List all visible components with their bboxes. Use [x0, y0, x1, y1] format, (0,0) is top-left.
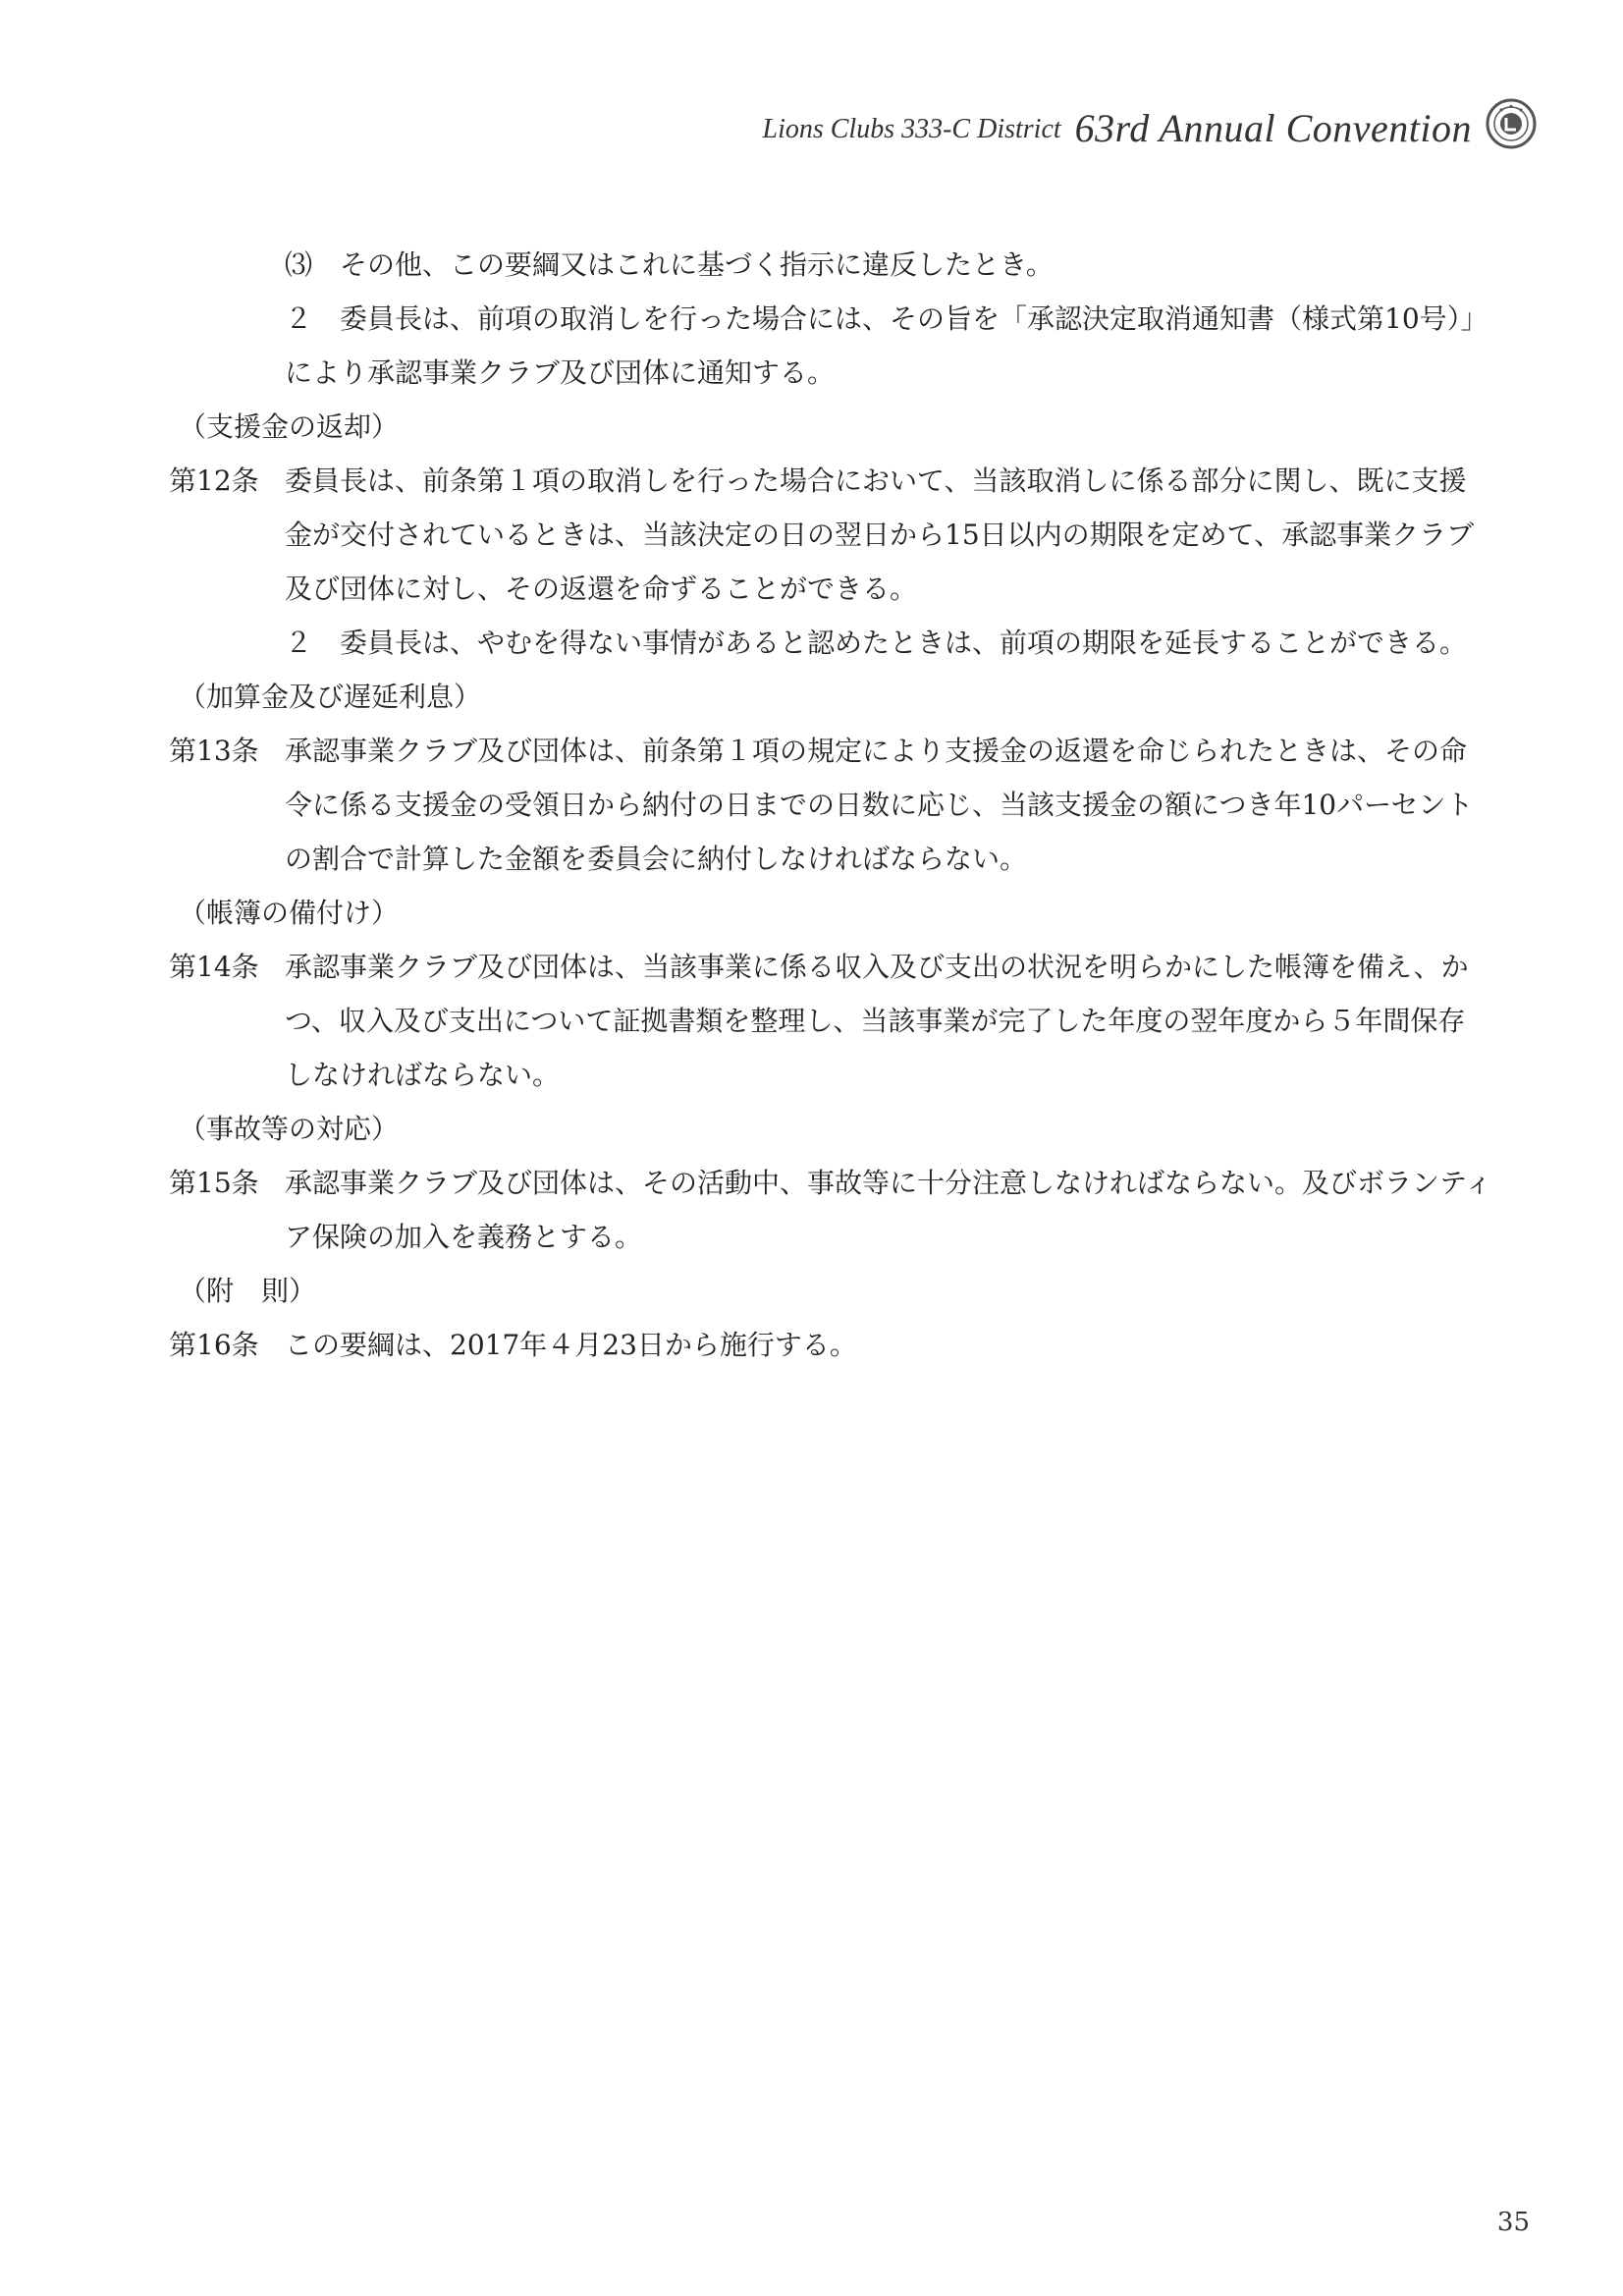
heading-article-14: （帳簿の備付け） [179, 897, 400, 929]
article-14-line-2: つ、収入及び支出について証拠書類を整理し、当該事業が完了した年度の翌年度から５年間保存 [285, 1005, 1466, 1037]
article-12-line-3: 及び団体に対し、その返還を命ずることができる。 [285, 573, 918, 605]
heading-article-13: （加算金及び遅延利息） [179, 681, 482, 713]
article-13 [169, 724, 1485, 778]
article-14-line-1: 承認事業クラブ及び団体は、当該事業に係る収入及び支出の状況を明らかにした帳簿を備え、か [285, 951, 1469, 983]
heading-article-15: （事故等の対応） [179, 1113, 400, 1145]
article-14-line-3: しなければならない。 [285, 1059, 561, 1091]
article-13-line-2: 令に係る支援金の受領日から納付の日までの日数に応じ、当該支援金の額につき年10パーセント [285, 789, 1474, 821]
page-header [763, 98, 1538, 157]
article-13-line-1: 承認事業クラブ及び団体は、前条第１項の規定により支援金の返還を命じられたときは、その命 [285, 735, 1468, 767]
article-16-line-1: この要綱は、2017年４月23日から施行する。 [285, 1329, 857, 1361]
article-13-number: 第13条 [169, 735, 259, 767]
regulation-body [169, 238, 1492, 1372]
article-12-number: 第12条 [169, 465, 259, 497]
article-14 [169, 940, 1485, 994]
article-12-para-2: ２ 委員長は、やむを得ない事情があると認めたときは、前項の期限を延長することができる。 [285, 627, 1468, 659]
article-12-line-2: 金が交付されているときは、当該決定の日の翌日から15日以内の期限を定めて、承認事業クラブ [285, 519, 1475, 551]
clause-11-item-3: ⑶ その他、この要綱又はこれに基づく指示に違反したとき。 [285, 248, 1054, 281]
article-15-line-1: 承認事業クラブ及び団体は、その活動中、事故等に十分注意しなければならない。及びボランティ [285, 1167, 1492, 1199]
clause-11-para-2-line-1: ２ 委員長は、前項の取消しを行った場合には、その旨を「承認決定取消通知書（様式第10号）」 [285, 302, 1488, 335]
article-15-line-2: ア保険の加入を義務とする。 [285, 1221, 643, 1253]
heading-article-12: （支援金の返却） [179, 410, 400, 443]
article-15-number: 第15条 [169, 1167, 259, 1199]
lions-logo-icon [1486, 98, 1537, 149]
header-convention-title: 63rd Annual Convention [1074, 106, 1472, 150]
article-13-line-3: の割合で計算した金額を委員会に納付しなければならない。 [285, 843, 1028, 875]
header-district-title: Lions Clubs 333-C District [762, 114, 1061, 144]
article-12 [169, 454, 1485, 508]
article-14-number: 第14条 [169, 951, 259, 983]
article-15 [169, 1156, 1492, 1210]
page-number: 35 [1496, 2208, 1530, 2237]
clause-11-para-2-line-2: により承認事業クラブ及び団体に通知する。 [285, 356, 836, 389]
article-16 [169, 1318, 1485, 1372]
heading-supplementary-provisions: （附 則） [179, 1275, 317, 1307]
article-16-number: 第16条 [169, 1329, 259, 1361]
article-12-line-1: 委員長は、前条第１項の取消しを行った場合において、当該取消しに係る部分に関し、既に支援 [285, 465, 1467, 497]
